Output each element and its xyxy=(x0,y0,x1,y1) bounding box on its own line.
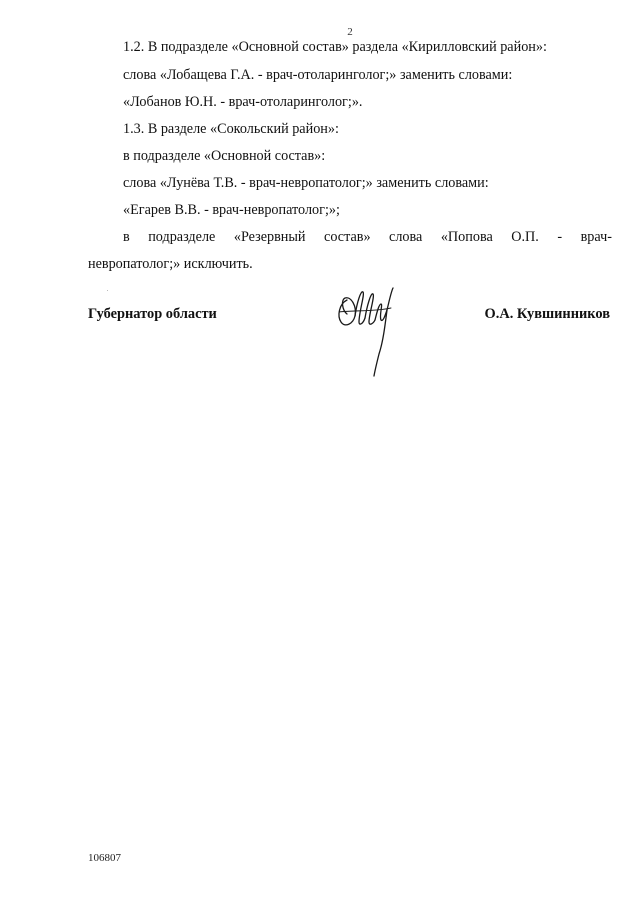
paragraph-reserve-line xyxy=(123,228,612,246)
scan-speck xyxy=(107,290,108,291)
reserve-word: О.П. xyxy=(511,229,539,245)
reserve-word: - xyxy=(557,229,563,245)
reserve-word: «Резервный xyxy=(233,229,306,245)
paragraph-1-2: 1.2. В подразделе «Основной состав» раздела «Кирилловский район»: xyxy=(123,39,547,55)
reserve-word: подразделе xyxy=(148,229,216,245)
page-number: 2 xyxy=(347,26,353,38)
reserve-word: состав» xyxy=(324,229,371,245)
reserve-word: врач- xyxy=(580,229,612,245)
signatory-name: О.А. Кувшинников xyxy=(484,306,610,322)
paragraph-1-3-replacement: «Егарев В.В. - врач-невропатолог;»; xyxy=(123,202,340,218)
paragraph-1-3: 1.3. В разделе «Сокольский район»: xyxy=(123,121,339,137)
document-code: 106807 xyxy=(88,852,121,864)
paragraph-1-3-words: слова «Лунёва Т.В. - врач-невропатолог;» заменить словами: xyxy=(123,175,489,191)
paragraph-1-3-subsection: в подразделе «Основной состав»: xyxy=(123,148,326,164)
reserve-word: слова xyxy=(389,229,423,245)
reserve-word: в xyxy=(123,229,130,245)
reserve-word: «Попова xyxy=(440,229,493,245)
handwritten-signature xyxy=(333,282,403,377)
signatory-title: Губернатор области xyxy=(88,306,217,322)
paragraph-1-2-words: слова «Лобащева Г.А. - врач-отоларинголог;» заменить словами: xyxy=(123,67,513,83)
paragraph-1-2-replacement: «Лобанов Ю.Н. - врач-отоларинголог;». xyxy=(123,94,363,110)
paragraph-reserve-continuation: невропатолог;» исключить. xyxy=(88,256,253,272)
